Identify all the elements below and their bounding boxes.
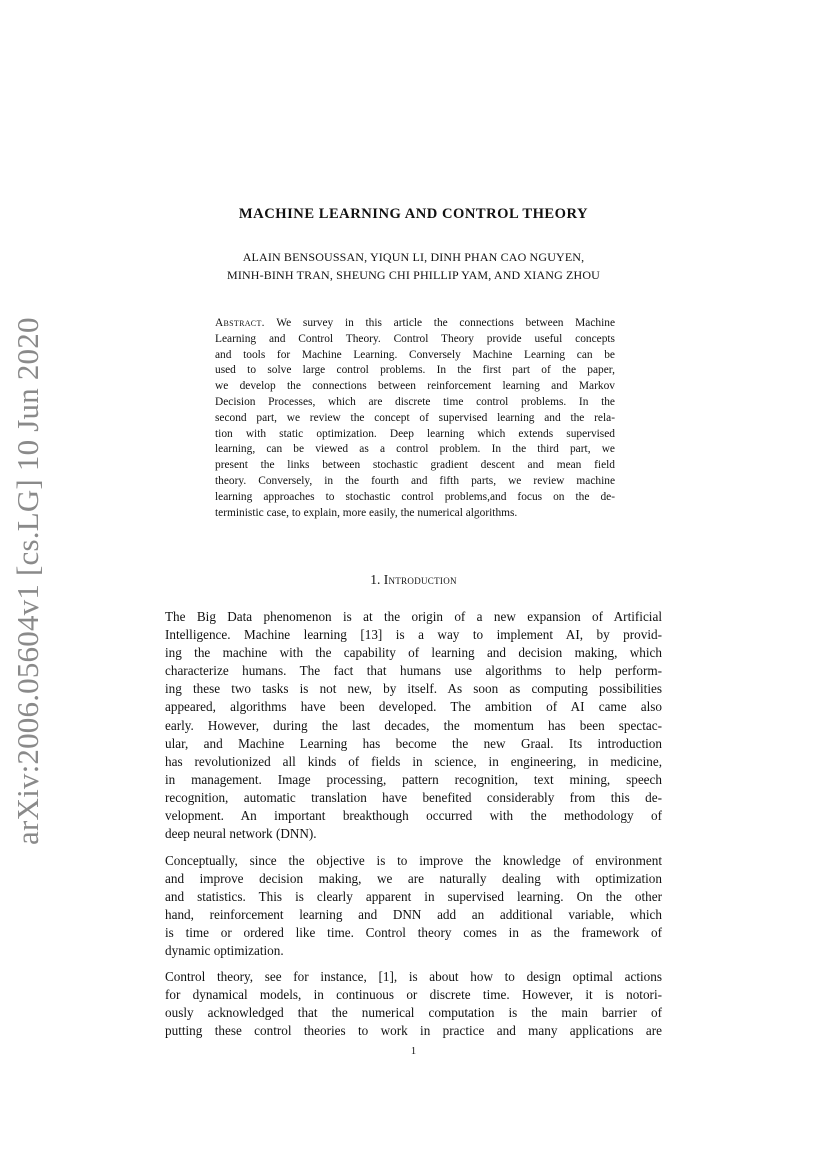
section-heading <box>0 572 827 588</box>
text-line: early. However, during the last decades, the momentum has been spectac- <box>165 717 662 733</box>
section-title: Introduction <box>383 572 457 587</box>
text-line: recognition, automatic translation have benefited considerably from this de- <box>165 789 662 805</box>
text-line: ing the machine with the capability of learning and decision making, which <box>165 645 662 661</box>
text-line: in management. Image processing, pattern recognition, text mining, speech <box>165 771 662 787</box>
author-line: ALAIN BENSOUSSAN, YIQUN LI, DINH PHAN CAO NGUYEN, <box>242 250 585 264</box>
text-line: Control theory, see for instance, [1], is about how to design optimal actions <box>165 969 662 984</box>
text-line: characterize humans. The fact that humans use algorithms to help perform- <box>165 663 662 679</box>
text-line: for dynamical models, in continuous or discrete time. However, it is notori- <box>165 987 662 1003</box>
text-line: and statistics. This is clearly apparent in supervised learning. On the other <box>165 889 662 905</box>
text-line: Intelligence. Machine learning [13] is a way to implement AI, by provid- <box>165 627 662 643</box>
text-line: is time or ordered like time. Control theory comes in as the framework of <box>165 925 662 941</box>
text-line: appeared, algorithms have been developed. The ambition of AI came also <box>165 699 662 715</box>
text-line: velopment. An important breakthough occurred with the methodology of <box>165 808 662 824</box>
abstract-line: Decision Processes, which are discrete time control problems. In the <box>215 395 615 408</box>
abstract-line: and tools for Machine Learning. Conversely Machine Learning can be <box>215 348 615 361</box>
author-list <box>140 248 687 284</box>
paragraph <box>165 608 662 843</box>
abstract-line: we develop the connections between reinforcement learning and Markov <box>215 380 615 393</box>
abstract-line: learning, can be viewed as a control problem. In the third part, we <box>215 443 615 456</box>
abstract-line: second part, we review the concept of supervised learning and the rela- <box>215 411 615 424</box>
text-line: hand, reinforcement learning and DNN add an additional variable, which <box>165 907 662 923</box>
abstract-line: learning approaches to stochastic control problems,and focus on the de- <box>215 490 615 503</box>
abstract-line: Abstract. We survey in this article the connections between Machine <box>215 317 615 329</box>
text-line: ing these two tasks is not new, by itself. As soon as computing possibilities <box>165 681 662 697</box>
abstract-line: tion with static optimization. Deep learning which extends supervised <box>215 427 615 440</box>
arxiv-identifier: arXiv:2006.05604v1 [cs.LG] 10 Jun 2020 <box>10 317 45 845</box>
paragraph <box>165 852 662 961</box>
page-number: 1 <box>410 1046 417 1057</box>
author-line: MINH-BINH TRAN, SHEUNG CHI PHILLIP YAM, AND XIANG ZHOU <box>227 268 600 282</box>
paper-title: MACHINE LEARNING AND CONTROL THEORY <box>238 206 589 222</box>
text-line: ular, and Machine Learning has become the new Graal. Its introduction <box>165 735 662 751</box>
paragraph <box>165 968 662 1040</box>
text-line: has revolutionized all kinds of fields in science, in engineering, in medicine, <box>165 753 662 769</box>
abstract-line: terministic case, to explain, more easily, the numerical algorithms. <box>215 506 518 519</box>
section-number: 1. <box>370 572 381 587</box>
text-line: dynamic optimization. <box>165 943 284 959</box>
text-line: The Big Data phenomenon is at the origin of a new expansion of Artificial <box>165 609 662 624</box>
abstract-line: used to solve large control problems. In the first part of the paper, <box>215 364 615 377</box>
abstract-label: Abstract. <box>215 317 265 329</box>
abstract-line: Learning and Control Theory. Control Theory provide useful concepts <box>215 332 615 345</box>
abstract <box>215 316 615 521</box>
text-line: putting these control theories to work in practice and many applications are <box>165 1023 662 1039</box>
abstract-line: theory. Conversely, in the fourth and fifth parts, we review machine <box>215 474 615 487</box>
text-line: ously acknowledged that the numerical computation is the main barrier of <box>165 1005 662 1021</box>
text-line: and improve decision making, we are naturally dealing with optimization <box>165 871 662 887</box>
text-line: deep neural network (DNN). <box>165 826 317 842</box>
abstract-line: present the links between stochastic gradient descent and mean field <box>215 459 615 472</box>
text-line: Conceptually, since the objective is to improve the knowledge of environment <box>165 853 662 868</box>
